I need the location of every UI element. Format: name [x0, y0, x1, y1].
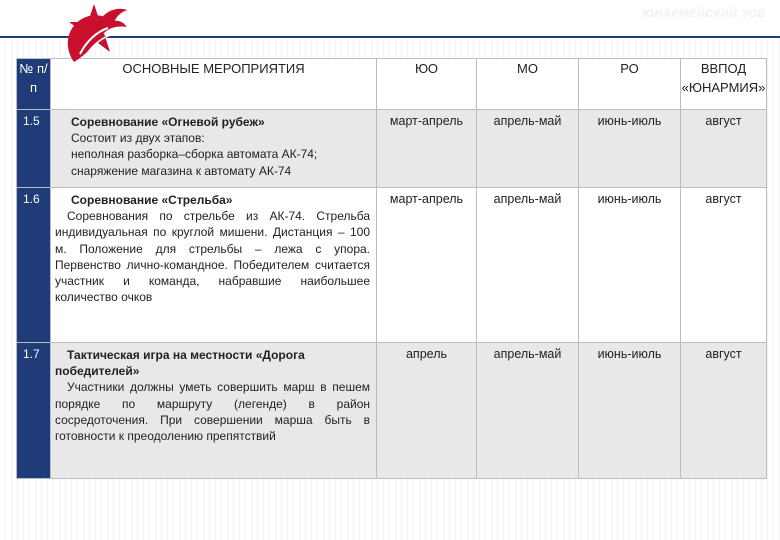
period-yuo: март-апрель [377, 110, 477, 188]
table-row [17, 110, 767, 188]
period-vvpod: август [681, 110, 767, 188]
event-text: Соревнования по стрельбе из АК-74. Стрельба индивидуальная по круглой мишени. Дистанция – 100 м. Положение для стрельбы – лежа с упора. Первенство лично-командное. Победителем считается участник и команда, набравшие наибольшее количество очков [55, 209, 370, 305]
period-ro: июнь-июль [579, 343, 681, 479]
period-mo: апрель-май [477, 188, 579, 343]
header-ro: РО [579, 59, 681, 110]
row-number: 1.6 [17, 188, 51, 343]
period-mo: апрель-май [477, 110, 579, 188]
header-num: № п/п [17, 59, 51, 110]
event-line: Состоит из двух этапов: [71, 131, 205, 146]
period-vvpod: август [681, 188, 767, 343]
period-ro: июнь-июль [579, 188, 681, 343]
event-description [51, 188, 377, 343]
period-vvpod: август [681, 343, 767, 479]
event-title: Соревнование «Огневой рубеж» [71, 115, 265, 129]
period-mo: апрель-май [477, 343, 579, 479]
table-row [17, 188, 767, 343]
header-yuo: ЮО [377, 59, 477, 110]
header-vvpod: ВВПОД «ЮНАРМИЯ» [681, 59, 767, 110]
row-number: 1.5 [17, 110, 51, 188]
event-description [51, 343, 377, 479]
event-text: Участники должны уметь совершить марш в пешем порядке по маршруту (легенде) в район сосредоточения. При совершении марша быть в готовности к преодолению препятствий [55, 380, 370, 444]
period-ro: июнь-июль [579, 110, 681, 188]
brand-text: ЮНАРМЕЙСКИЙ ЗОВ [642, 8, 766, 20]
events-table [16, 58, 767, 479]
header-mo: МО [477, 59, 579, 110]
row-number: 1.7 [17, 343, 51, 479]
table-header-row [17, 59, 767, 110]
event-line: неполная разборка–сборка автомата АК-74; [71, 147, 318, 162]
event-title: Соревнование «Стрельба» [71, 193, 233, 207]
period-yuo: апрель [377, 343, 477, 479]
event-line: снаряжение магазина к автомату АК-74 [71, 163, 292, 178]
event-description [51, 110, 377, 188]
period-yuo: март-апрель [377, 188, 477, 343]
header-main-events: ОСНОВНЫЕ МЕРОПРИЯТИЯ [51, 59, 377, 110]
table-row [17, 343, 767, 479]
event-title: Тактическая игра на местности «Дорога победителей» [55, 348, 305, 379]
yunarmiya-eagle-star-logo [56, 2, 132, 64]
